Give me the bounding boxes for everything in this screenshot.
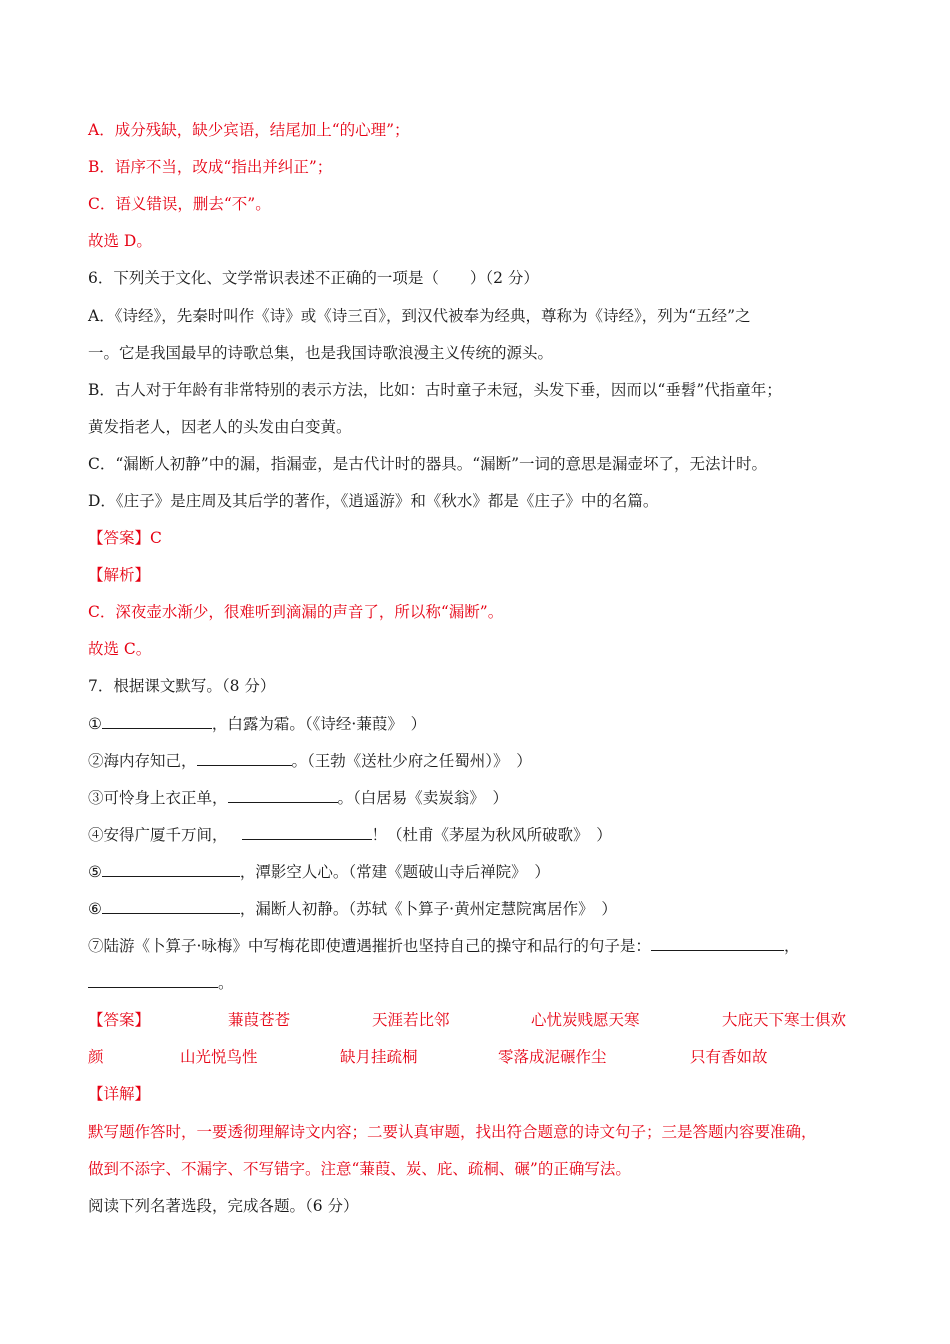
q7-item-7-cont: 。 <box>88 972 234 993</box>
q7-item-3: ③可怜身上衣正单， 。（白居易《卖炭翁》 ） <box>88 789 509 807</box>
q7-answer-6: 缺月挂疏桐 <box>340 1048 418 1066</box>
q6-option-a-line2: 一。它是我国最早的诗歌总集，也是我国诗歌浪漫主义传统的源头。 <box>88 344 554 362</box>
q7-detail-line2: 做到不添字、不漏字、不写错字。注意“蒹葭、炭、庇、疏桐、碾”的正确写法。 <box>88 1160 631 1178</box>
q6-answer: 【答案】C <box>88 529 162 547</box>
answer-blank[interactable] <box>197 750 292 766</box>
q7-answer-5: 山光悦鸟性 <box>180 1048 258 1066</box>
answer-blank[interactable] <box>242 824 372 840</box>
answer-blank[interactable] <box>102 713 212 729</box>
q6-analysis: C．深夜壶水渐少，很难听到滴漏的声音了，所以称“漏断”。 <box>88 603 504 621</box>
q6-option-d: D．《庄子》是庄周及其后学的著作，《逍遥游》和《秋水》都是《庄子》中的名篇。 <box>88 492 659 510</box>
q6-choice: 故选 C。 <box>88 640 152 658</box>
q5-explanation-a: A．成分残缺，缺少宾语，结尾加上“的心理”； <box>88 121 410 139</box>
q7-answer-7: 零落成泥碾作尘 <box>498 1048 607 1066</box>
q7-detail-line1: 默写题作答时，一要透彻理解诗文内容；二要认真审题，找出符合题意的诗文句子；三是答题内容要准确， <box>88 1123 817 1141</box>
q7-answer-label: 【答案】 <box>88 1011 151 1029</box>
answer-blank[interactable] <box>88 972 218 988</box>
q5-explanation-b: B．语序不当，改成“指出并纠正”； <box>88 158 333 176</box>
q7-answer-4-cont: 颜 <box>88 1048 104 1066</box>
q7-item-6: ⑥ ，漏断人初静。（苏轼《卜算子·黄州定慧院寓居作》 ） <box>88 900 617 918</box>
q7-item-5: ⑤ ，潭影空人心。（常建《题破山寺后禅院》 ） <box>88 863 550 881</box>
q5-explanation-c: C．语义错误，删去“不”。 <box>88 195 271 213</box>
q7-answer-3: 心忧炭贱愿天寒 <box>531 1011 640 1029</box>
q7-item-2: ②海内存知己， 。（王勃《送杜少府之任蜀州）》 ） <box>88 752 532 770</box>
q6-analysis-label: 【解析】 <box>88 566 151 584</box>
next-section-heading: 阅读下列名著选段，完成各题。（6 分） <box>88 1197 359 1215</box>
answer-blank[interactable] <box>651 935 784 951</box>
q6-stem: 6．下列关于文化、文学常识表述不正确的一项是（ ）（2 分） <box>88 269 539 287</box>
answer-blank[interactable] <box>102 898 240 914</box>
q7-item-1: ① ，白露为霜。（《诗经·蒹葭》 ） <box>88 715 427 733</box>
q6-option-b-line2: 黄发指老人，因老人的头发由白变黄。 <box>88 418 352 436</box>
q7-answer-4: 大庇天下寒士俱欢 <box>722 1011 847 1029</box>
q7-answer-1: 蒹葭苍苍 <box>228 1011 291 1029</box>
q6-option-b-line1: B．古人对于年龄有非常特别的表示方法，比如：古时童子未冠，头发下垂，因而以“垂髫”代指童年； <box>88 381 782 399</box>
q7-answer-8: 只有香如故 <box>690 1048 768 1066</box>
q7-detail-label: 【详解】 <box>88 1085 151 1103</box>
q6-option-c: C．“漏断人初静”中的漏，指漏壶，是古代计时的器具。“漏断”一词的意思是漏壶坏了，无法计时。 <box>88 455 768 473</box>
q7-stem: 7．根据课文默写。（8 分） <box>88 677 276 695</box>
q6-option-a-line1: A．《诗经》，先秦时叫作《诗》或《诗三百》，到汉代被奉为经典，尊称为《诗经》，列为“五经”之 <box>88 307 751 325</box>
q5-choice: 故选 D。 <box>88 232 152 250</box>
answer-blank[interactable] <box>102 861 240 877</box>
answer-blank[interactable] <box>228 787 338 803</box>
q7-answer-2: 天涯若比邻 <box>372 1011 450 1029</box>
q7-item-7: ⑦陆游《卜算子·咏梅》中写梅花即使遭遇摧折也坚持自己的操守和品行的句子是： ， <box>88 937 800 955</box>
q7-item-4: ④安得广厦千万间， ！（杜甫《茅屋为秋风所破歌》 ） <box>88 826 612 844</box>
